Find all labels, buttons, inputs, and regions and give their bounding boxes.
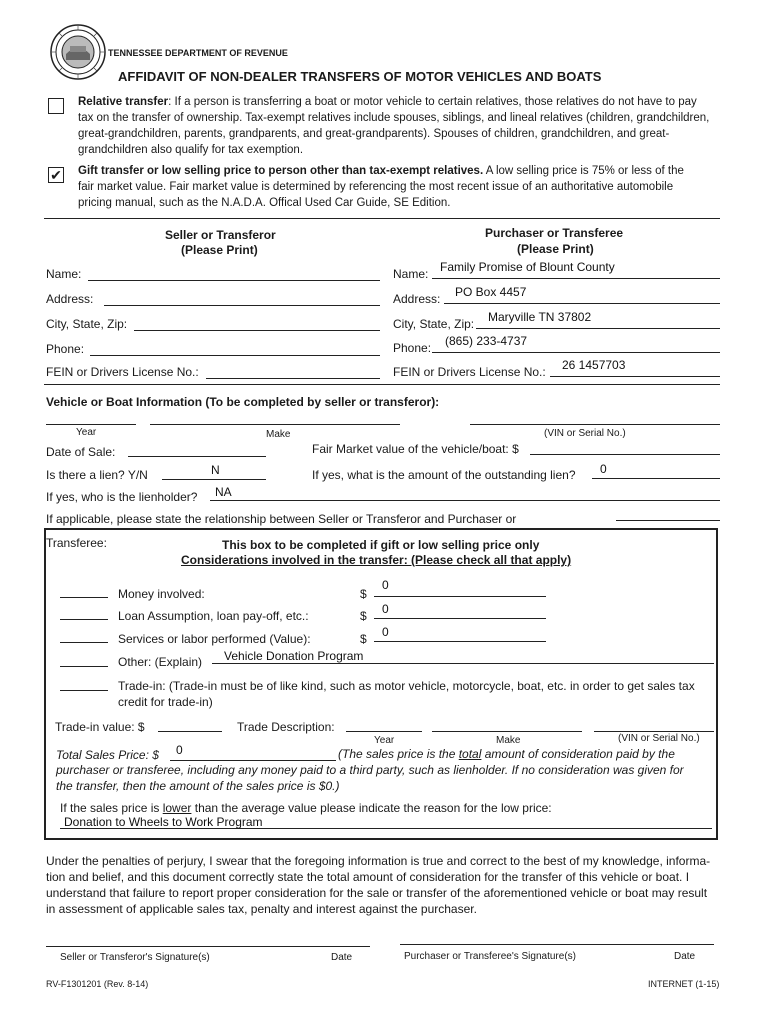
- low-price-label: If the sales price is lower than the average value please indicate the reason for the low price:: [60, 801, 552, 815]
- money-dollar: $: [360, 587, 367, 601]
- other-explain-value: Vehicle Donation Program: [224, 649, 364, 663]
- purchaser-city-value: Maryville TN 37802: [488, 310, 592, 324]
- total-sales-note: (The sales price is the total amount of consideration paid by the purchaser or transferee, including any money paid to a third party, such as lienholder. If no consideration was given for the transfer, then the amount of the sales price is $0.): [56, 747, 684, 793]
- date-of-sale-label: Date of Sale:: [46, 445, 116, 459]
- transferee-label: Transferee:: [46, 536, 107, 550]
- seller-fein-label: FEIN or Drivers License No.:: [46, 365, 199, 379]
- tradein-value-field[interactable]: [158, 731, 222, 732]
- money-check-field[interactable]: [60, 597, 108, 598]
- services-check-field[interactable]: [60, 642, 108, 643]
- date-of-sale-field[interactable]: [128, 456, 266, 457]
- internet-revision: INTERNET (1-15): [648, 979, 720, 989]
- agency-name: TENNESSEE DEPARTMENT OF REVENUE: [108, 48, 288, 58]
- box-subheading: Considerations involved in the transfer: (Please check all that apply): [181, 553, 572, 567]
- fair-market-field[interactable]: [530, 454, 720, 455]
- seller-city-label: City, State, Zip:: [46, 317, 128, 331]
- purchaser-fein-value: 26 1457703: [562, 358, 626, 372]
- loan-label: Loan Assumption, loan pay-off, etc.:: [118, 609, 309, 623]
- gift-transfer-checkbox[interactable]: [48, 167, 64, 183]
- form-title: AFFIDAVIT OF NON-DEALER TRANSFERS OF MOTOR VEHICLES AND BOATS: [118, 69, 602, 84]
- lien-amount-field[interactable]: [592, 478, 720, 479]
- services-amount-field[interactable]: [374, 641, 546, 642]
- relative-transfer-checkbox[interactable]: [48, 98, 64, 114]
- vehicle-heading: Vehicle or Boat Information (To be completed by seller or transferor):: [46, 395, 440, 409]
- purchaser-phone-value: (865) 233-4737: [445, 334, 528, 348]
- trade-vin-label: (VIN or Serial No.): [618, 733, 700, 744]
- section-divider: [44, 218, 720, 219]
- lienholder-field[interactable]: [210, 500, 720, 501]
- vehicle-year-field[interactable]: [46, 424, 136, 425]
- gift-transfer-text: Gift transfer or low selling price to person other than tax-exempt relatives. A low selling price is 75% or less of the fair market value. Fair market value is determined by referencing the most recent issue of an authoritative automobile pricing manual, such as the N.A.D.A. Offical Used Car Guide, SE Edition.: [78, 165, 684, 209]
- lien-value: N: [211, 463, 220, 477]
- relationship-field[interactable]: [616, 520, 720, 521]
- services-label: Services or labor performed (Value):: [118, 632, 311, 646]
- trade-make-field[interactable]: [432, 731, 582, 732]
- purchaser-address-value: PO Box 4457: [455, 285, 527, 299]
- trade-make-label: Make: [496, 735, 521, 746]
- purchaser-name-field[interactable]: [432, 278, 720, 279]
- box-heading: This box to be completed if gift or low selling price only: [222, 538, 540, 552]
- purchaser-address-field[interactable]: [444, 303, 720, 304]
- tradein-value-label: Trade-in value: $: [55, 720, 145, 734]
- loan-amount-value: 0: [382, 602, 389, 616]
- seller-name-field[interactable]: [88, 280, 380, 281]
- seller-heading-sub: (Please Print): [181, 243, 258, 257]
- lien-label: Is there a lien? Y/N: [46, 468, 148, 482]
- section-divider: [44, 384, 720, 385]
- purchaser-phone-field[interactable]: [432, 352, 720, 353]
- relationship-label: If applicable, please state the relationship between Seller or Transferor and Purchaser or: [46, 512, 517, 526]
- purchaser-city-field[interactable]: [476, 328, 720, 329]
- vehicle-vin-field[interactable]: [470, 424, 720, 425]
- purchaser-city-label: City, State, Zip:: [393, 317, 475, 331]
- fair-market-label: Fair Market value of the vehicle/boat: $: [312, 442, 519, 456]
- services-amount-value: 0: [382, 625, 389, 639]
- relative-transfer-text: Relative transfer: If a person is transferring a boat or motor vehicle to certain relatives, those relatives do not have to pay tax on the transfer of ownership. Tax-exempt relatives include spouses, siblings, and lineal relatives (children, grandchildren, great-grandchildren, parents, grandparents, and great-grandparents). Spouses of children, grandchildren, and great- grandchildren also qualify for tax exemption.: [78, 96, 710, 156]
- money-amount-field[interactable]: [374, 596, 546, 597]
- purchaser-heading: Purchaser or Transferee: [485, 226, 624, 240]
- lienholder-label: If yes, who is the lienholder?: [46, 490, 198, 504]
- state-seal: [50, 24, 106, 80]
- lien-amount-label: If yes, what is the amount of the outstanding lien?: [312, 468, 576, 482]
- seller-signature-label: Seller or Transferor's Signature(s): [60, 952, 210, 963]
- seller-fein-field[interactable]: [206, 378, 380, 379]
- total-sales-value: 0: [176, 743, 183, 757]
- money-label: Money involved:: [118, 587, 205, 601]
- vehicle-vin-label: (VIN or Serial No.): [544, 428, 626, 439]
- vehicle-make-label: Make: [266, 429, 291, 440]
- seller-phone-field[interactable]: [90, 355, 380, 356]
- vehicle-make-field[interactable]: [150, 424, 400, 425]
- lienholder-value: NA: [215, 485, 232, 499]
- lien-amount-value: 0: [600, 462, 607, 476]
- lien-field[interactable]: [162, 479, 266, 480]
- check-mark-icon: ✔: [50, 167, 62, 183]
- trade-description-label: Trade Description:: [237, 720, 335, 734]
- money-amount-value: 0: [382, 578, 389, 592]
- other-label: Other: (Explain): [118, 655, 203, 669]
- other-explain-field[interactable]: [212, 663, 714, 664]
- purchaser-phone-label: Phone:: [393, 341, 432, 355]
- purchaser-signature-field[interactable]: [400, 944, 714, 945]
- form-number: RV-F1301201 (Rev. 8-14): [46, 979, 149, 989]
- seller-name-label: Name:: [46, 267, 82, 281]
- low-price-reason-value: Donation to Wheels to Work Program: [64, 815, 263, 829]
- seller-address-field[interactable]: [104, 305, 380, 306]
- loan-dollar: $: [360, 609, 367, 623]
- services-dollar: $: [360, 632, 367, 646]
- tradein-text: Trade-in: (Trade-in must be of like kind, such as motor vehicle, motorcycle, boat, etc. in order to get sales tax credit for trade-in): [118, 679, 695, 709]
- trade-year-label: Year: [374, 735, 395, 746]
- other-check-field[interactable]: [60, 666, 108, 667]
- seller-address-label: Address:: [46, 292, 94, 306]
- loan-check-field[interactable]: [60, 619, 108, 620]
- seller-phone-label: Phone:: [46, 342, 85, 356]
- purchaser-address-label: Address:: [393, 292, 441, 306]
- loan-amount-field[interactable]: [374, 618, 546, 619]
- purchaser-name-value: Family Promise of Blount County: [440, 260, 615, 274]
- purchaser-heading-sub: (Please Print): [517, 242, 594, 256]
- vehicle-year-label: Year: [76, 427, 97, 438]
- seller-signature-field[interactable]: [46, 946, 370, 947]
- tradein-check-field[interactable]: [60, 690, 108, 691]
- perjury-statement: Under the penalties of perjury, I swear that the foregoing information is true and correct to the best of my knowledge, informa- tion and belief, and this document correctly state the total amount of consideration for the transfer of this vehicle or boat. I understand that failure to report proper consideration for the sale or transfer of the aforementioned vehicle or boat may result in assessment of applicable sales tax, penalty and interest against the purchaser.: [46, 854, 711, 916]
- seller-date-label: Date: [331, 952, 353, 963]
- seller-city-field[interactable]: [134, 330, 380, 331]
- purchaser-signature-label: Purchaser or Transferee's Signature(s): [404, 951, 576, 962]
- purchaser-fein-field[interactable]: [550, 376, 720, 377]
- purchaser-name-label: Name:: [393, 267, 429, 281]
- seller-heading: Seller or Transferor: [165, 228, 276, 242]
- purchaser-date-label: Date: [674, 951, 696, 962]
- total-sales-label: Total Sales Price: $: [56, 748, 159, 762]
- purchaser-fein-label: FEIN or Drivers License No.:: [393, 365, 546, 379]
- trade-year-field[interactable]: [346, 731, 422, 732]
